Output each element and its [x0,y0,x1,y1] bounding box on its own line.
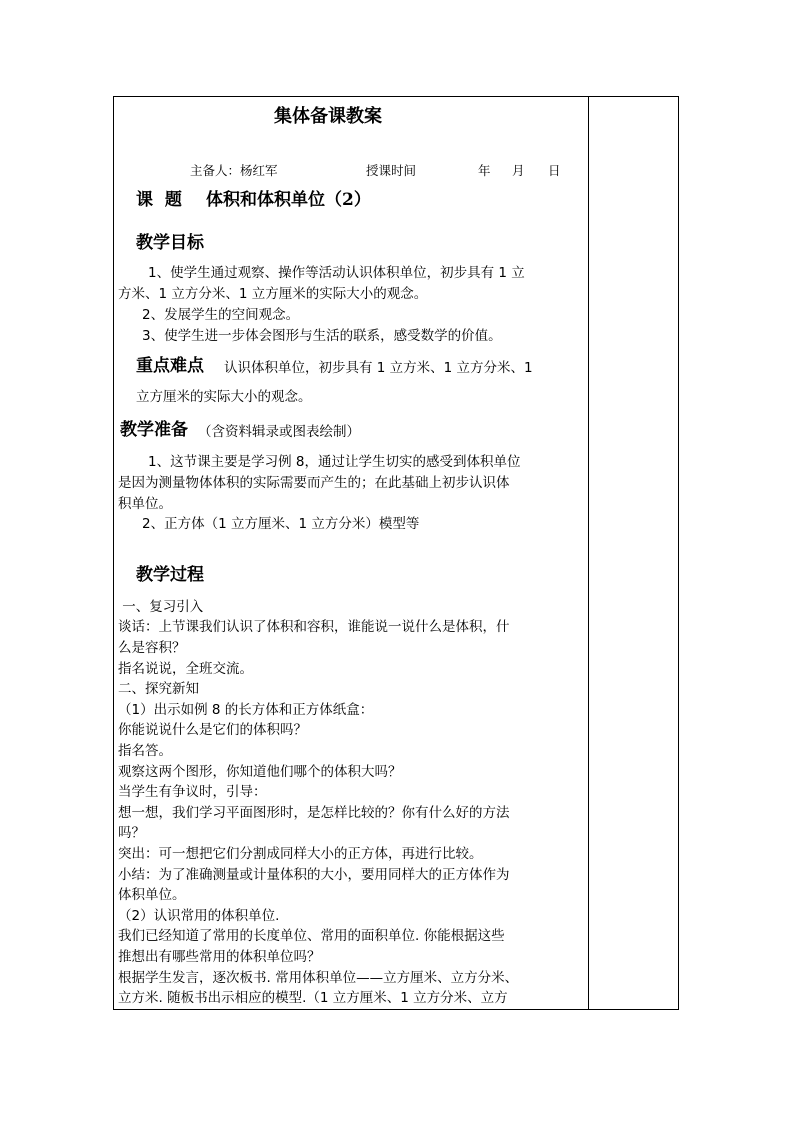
process-line: 二、探究新知 [118,681,199,697]
process-line: 吗？ [118,825,145,841]
month-label: 月 [512,163,525,178]
process-line: 观察这两个图形，你知道他们哪个的体积大吗？ [118,764,402,780]
process-line: 突出：可一想把它们分割成同样大小的正方体，再进行比较。 [118,846,483,862]
process-line: 小结：为了准确测量或计量体积的大小，要用同样大的正方体作为 [118,867,510,883]
key-points-line: 认识体积单位，初步具有 1 立方米、1 立方分米、1 [224,360,533,376]
process-line: （1）出示如例 8 的长方体和正方体纸盒： [118,702,374,718]
process-line: 你能说说什么是它们的体积吗？ [118,722,307,738]
topic-label: 课 题 [136,190,182,210]
preparation-note: （含资料辑录或图表绘制） [198,424,360,440]
preparation-line: 积单位。 [118,496,172,512]
preparation-heading: 教学准备 [120,420,188,440]
process-line: 立方米. 随板书出示相应的模型.（1 立方厘米、1 立方分米、立方 [118,990,508,1006]
objective-line: 1、使学生通过观察、操作等活动认识体积单位，初步具有 1 立 [148,265,525,281]
process-heading: 教学过程 [136,565,204,585]
process-line: 指名说说，全班交流。 [118,661,253,677]
page-title: 集体备课教案 [274,106,382,127]
process-line: 推想出有哪些常用的体积单位吗？ [118,949,321,965]
preparer-label: 主备人：杨红军 [190,163,278,178]
process-line: 当学生有争议时，引导： [118,784,267,800]
objective-line: 2、发展学生的空间观念。 [142,307,300,323]
preparation-line: 是因为测量物体体积的实际需要而产生的；在此基础上初步认识体 [118,475,510,491]
preparation-line: 1、这节课主要是学习例 8，通过让学生切实的感受到体积单位 [148,454,521,470]
process-line: 一、复习引入 [118,599,204,615]
objective-line: 3、使学生进一步体会图形与生活的联系，感受数学的价值。 [142,328,502,344]
process-line: 谈话：上节课我们认识了体积和容积，谁能说一说什么是体积，什 [118,619,510,635]
key-points-heading: 重点难点 [136,356,204,376]
process-line: 想一想，我们学习平面图形时，是怎样比较的？你有什么好的方法 [118,805,510,821]
process-line: 体积单位。 [118,887,186,903]
lesson-plan-table [113,96,679,1010]
objective-line: 方米、1 立方分米、1 立方厘米的实际大小的观念。 [118,286,428,302]
process-line: 么是容积？ [118,640,186,656]
topic-value: 体积和体积单位（2） [206,190,371,210]
column-divider [588,97,589,1009]
main-column [114,97,588,1009]
year-label: 年 [478,163,491,178]
process-line: 我们已经知道了常用的长度单位、常用的面积单位. 你能根据这些 [118,928,505,944]
process-line: （2）认识常用的体积单位. [118,908,280,924]
objectives-heading: 教学目标 [136,233,204,253]
process-line: 根据学生发言，逐次板书. 常用体积单位——立方厘米、立方分米、 [118,970,519,986]
day-label: 日 [548,163,561,178]
process-line: 指名答。 [118,743,172,759]
key-points-line: 立方厘米的实际大小的观念。 [136,389,312,405]
preparation-line: 2、正方体（1 立方厘米、1 立方分米）模型等 [142,516,420,532]
time-label: 授课时间 [366,163,417,178]
